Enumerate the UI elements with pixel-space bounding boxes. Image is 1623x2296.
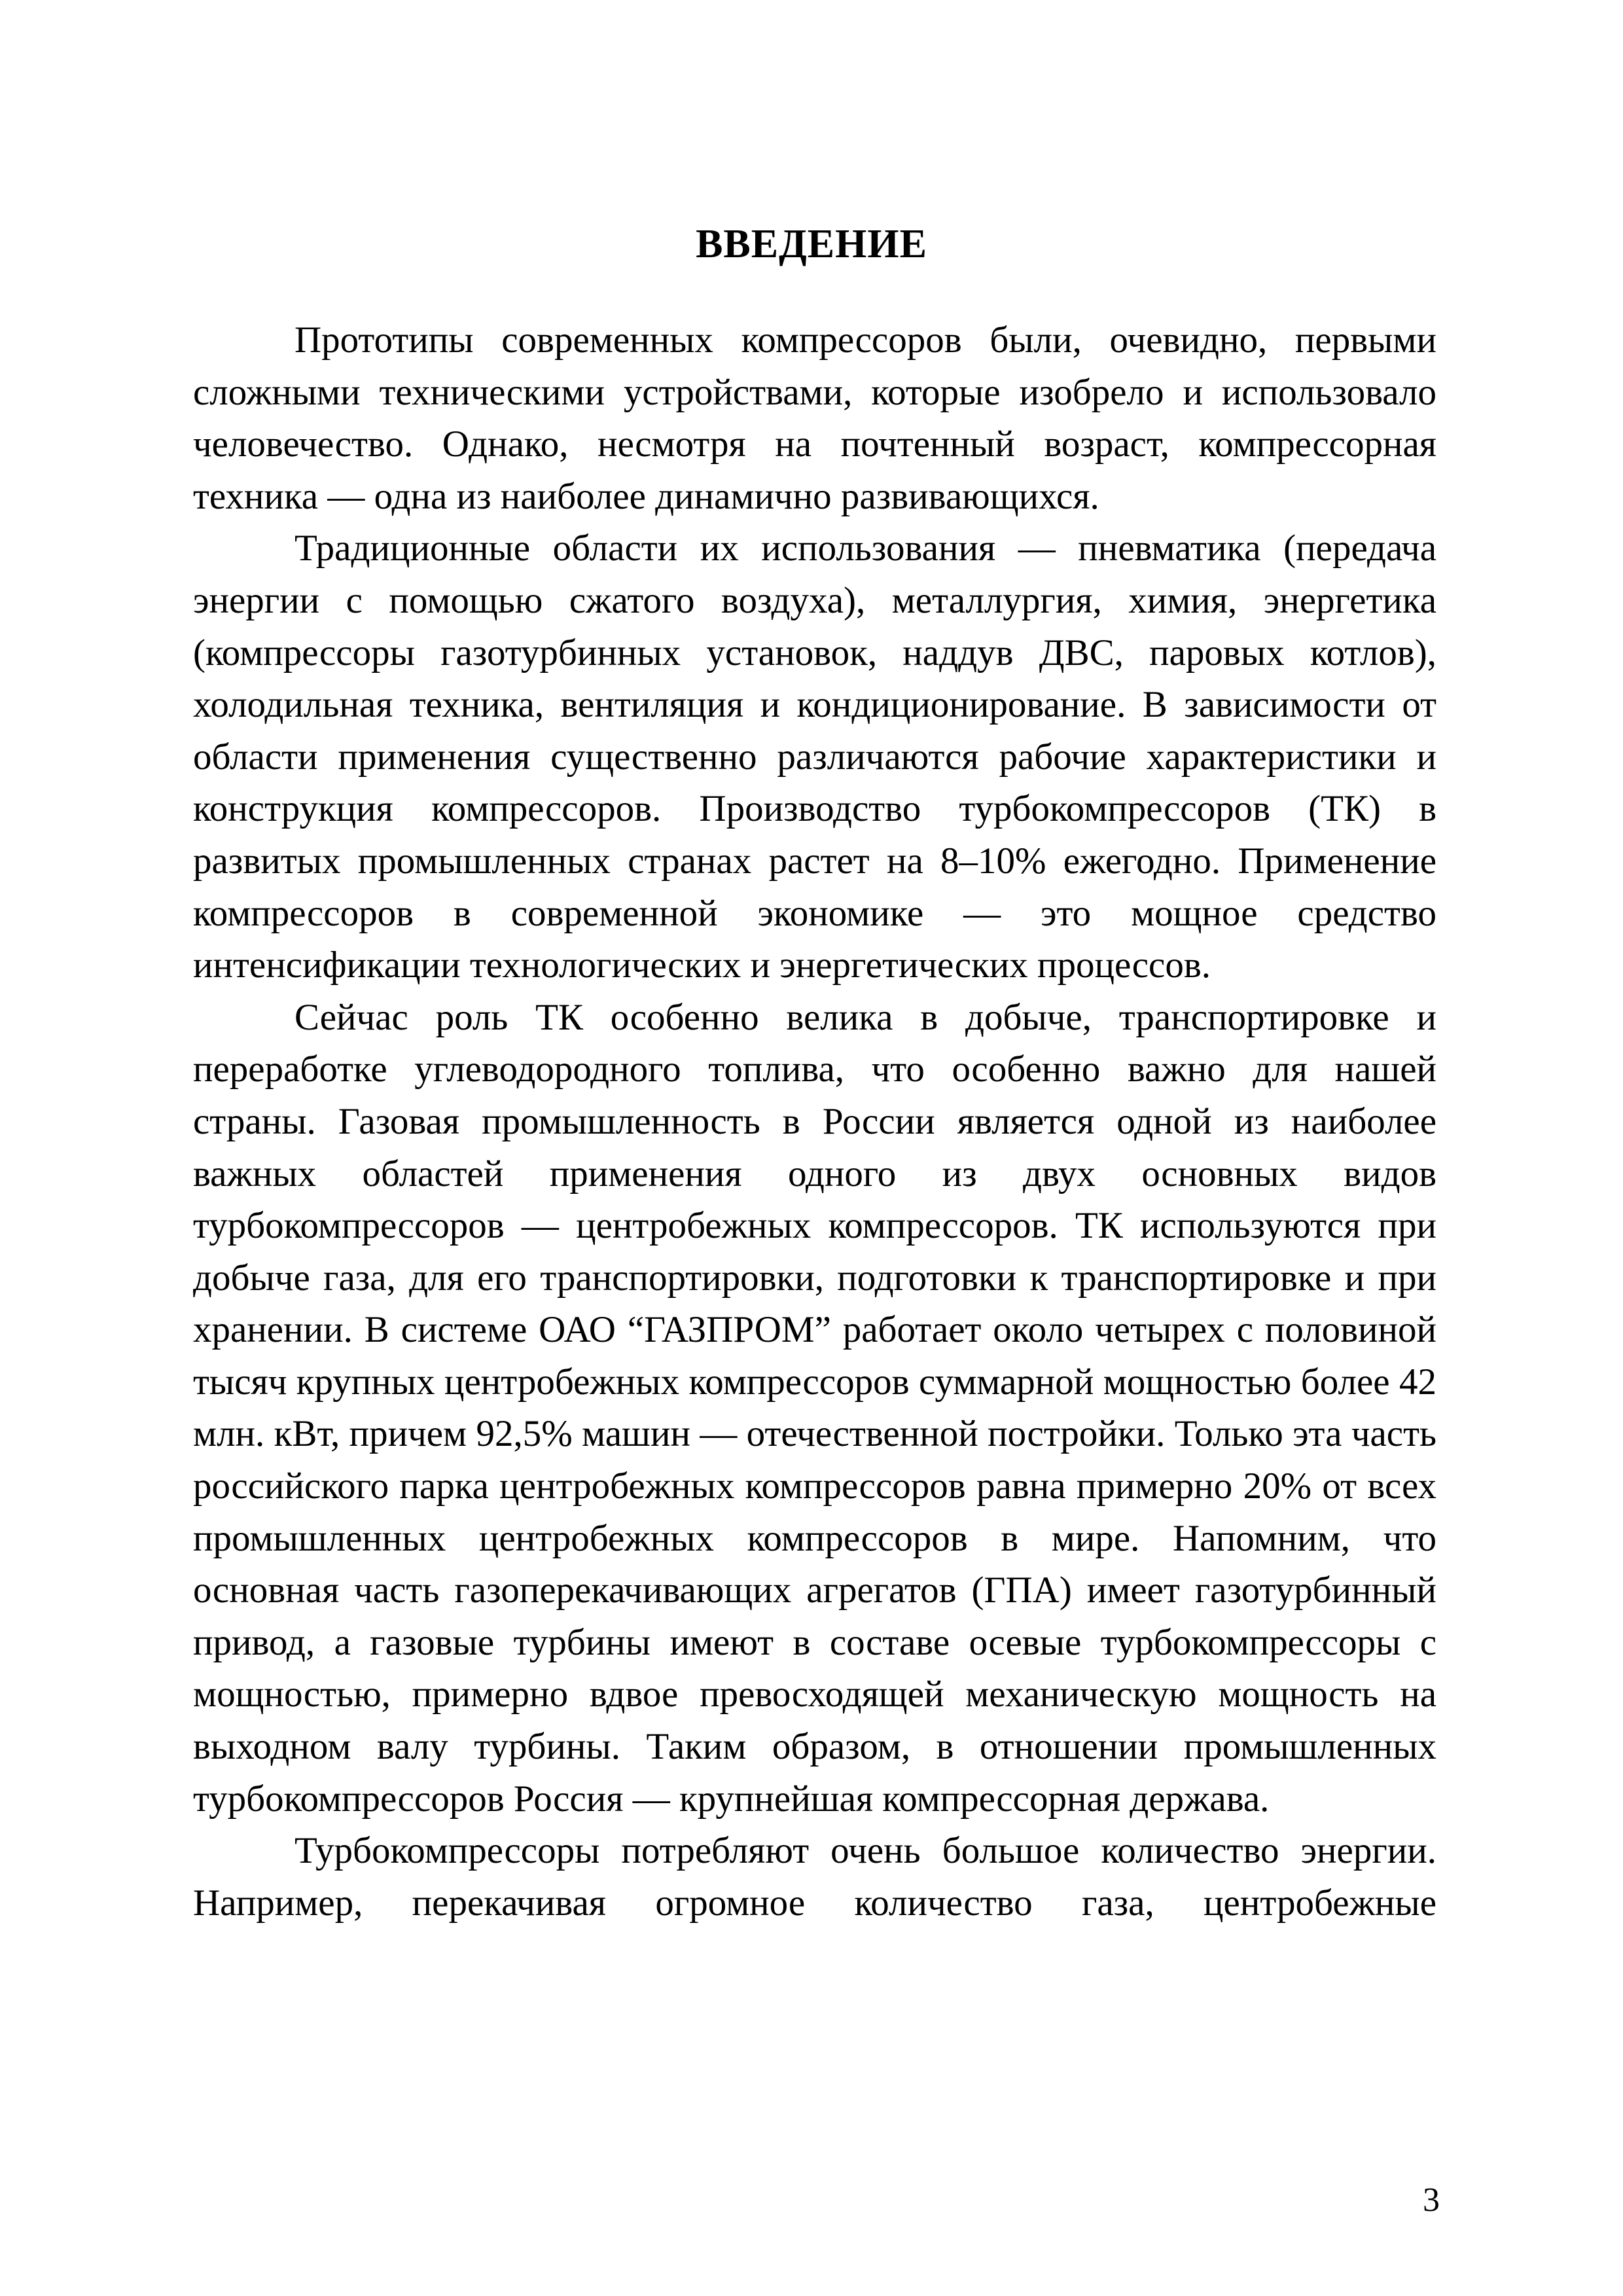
page-number: 3 [1423,2181,1440,2219]
paragraph-3: Сейчас роль ТК особенно велика в добыче, транспортировке и переработке углеводородного топлива, что особенно важно для нашей страны. Газовая промышленность в России является одной из наиболее важных областей применения одного из двух основных видов турбокомпрессоров — центробежных компрессоров. ТК используются при добыче газа, для его транспортировки, подготовки к транспортировке и при хранении. В системе ОАО “ГАЗПРОМ” работает около четырех с половиной тысяч крупных центробежных компрессоров суммарной мощностью более 42 млн. кВт, причем 92,5% машин — отечественной постройки. Только эта часть российского парка центробежных компрессоров равна примерно 20% от всех промышленных центробежных компрессоров в мире. Напомним, что основная часть газоперекачивающих агрегатов (ГПА) имеет газотурбинный привод, а газовые турбины имеют в составе осевые турбокомпрессоры с мощностью, примерно вдвое превосходящей механическую мощность на выходном валу турбины. Таким образом, в отношении промышленных турбокомпрессоров Россия — крупнейшая компрессорная держава. [193,996,1436,1820]
paragraph-4: Турбокомпрессоры потребляют очень большое количество энергии. Например, перекачивая огромное количество газа, центробежные [193,1830,1436,1924]
section-title: ВВЕДЕНИЕ [696,222,927,266]
paragraph-1: Прототипы современных компрессоров были, очевидно, первыми сложными техническими устройствами, которые изобрело и использовало человечество. Однако, несмотря на почтенный возраст, компрессорная техника — одна из наиболее динамично развивающихся. [193,319,1436,517]
body-text [193,314,1436,1929]
paragraph-2: Традиционные области их использования — пневматика (передача энергии с помощью сжатого воздуха), металлургия, химия, энергетика (компрессоры газотурбинных установок, наддув ДВС, паровых котлов), холодильная техника, вентиляция и кондиционирование. В зависимости от области применения существенно различаются рабочие характеристики и конструкция компрессоров. Производство турбокомпрессоров (ТК) в развитых промышленных странах растет на 8–10% ежегодно. Применение компрессоров в современной экономике — это мощное средство интенсификации технологических и энергетических процессов. [193,528,1436,986]
